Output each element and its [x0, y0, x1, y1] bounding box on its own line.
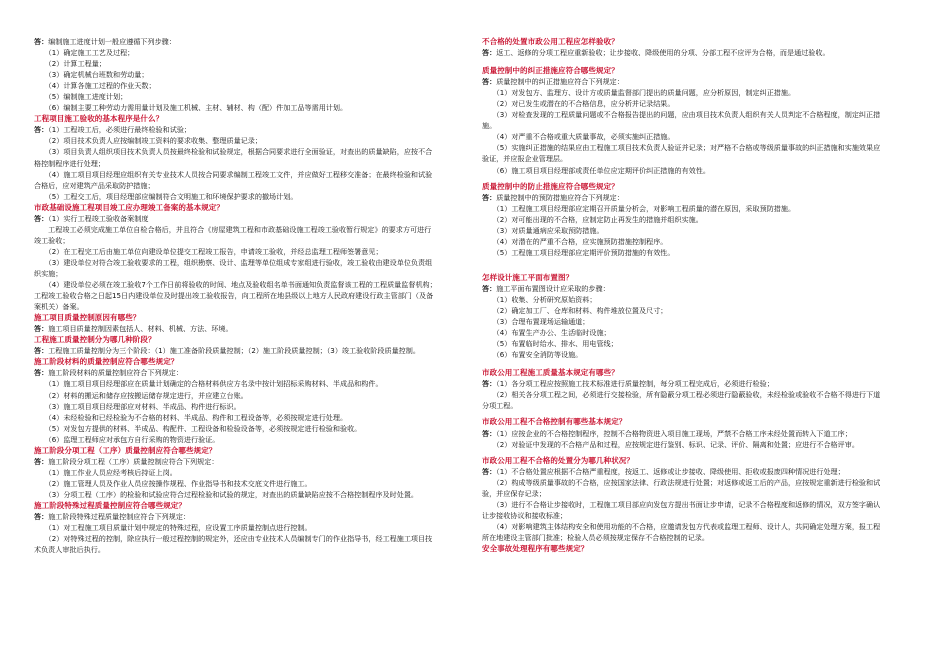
list-item: （4）建设单位必须在竣工验收7个工作日前将验收的时间、地点及验收组名单书面通知负责监督该工程的工程质量监督机构；工程竣工验收合格之日起15日内建设单位及时提出竣工验收报告，向工程所在地县级以上地方人民政府建设行政主管部门（及备案机关）备案。	[34, 280, 437, 312]
list-item: （4）计算各施工过程的作业天数；	[34, 81, 156, 91]
answer-text: 质量控制中的纠正措施应符合下列规定：	[496, 77, 624, 87]
list-item: （1）确定施工工艺及过程；	[34, 48, 135, 58]
answer-paragraph	[34, 213, 438, 224]
answer-paragraph	[34, 323, 438, 334]
list-item: （3）分项工程（工序）的检验和试验应符合过程检验和试验的规定，对查出的质量缺陷应按不合格控制程序及时处置。	[34, 489, 419, 499]
question-heading: 质量控制中的防止措施应符合哪些规定？	[482, 181, 619, 191]
question-heading: 安全事故处理程序有哪些规定？	[482, 543, 589, 553]
list-item: （6）施工项目项目经理部或责任单位应定期评价纠正措施的有效性。	[482, 165, 710, 175]
spacer	[482, 58, 887, 65]
list-item: （5）工程交工后，项目经理部应编制符合文明施工和环境保护要求的撤场计划。	[34, 191, 298, 201]
answer-label: 答：	[482, 379, 497, 389]
question-heading: 施工阶段分项工程（工序）质量控制应符合哪些规定？	[34, 445, 217, 455]
answer-text: 工程施工质量控制分为三个阶段：（1）施工准备阶段质量控制；（2）施工阶段质量控制；（3）竣工验收阶段质量控制。	[48, 346, 420, 356]
answer-paragraph	[482, 283, 887, 294]
answer-paragraph	[34, 36, 438, 47]
question-heading: 工程项目施工验收的基本程序是什么？	[34, 114, 164, 124]
answer-text: 质量控制中的预防措施应符合下列规定：	[496, 192, 624, 202]
list-item: （2）计算工程量；	[34, 59, 106, 69]
answer-text: 施工阶段分项工程（工序）质量控制应符合下列规定：	[48, 456, 219, 466]
spacer	[482, 258, 887, 265]
answer-paragraph	[482, 378, 887, 389]
list-item: （2）对特殊过程的控制，除应执行一般过程控制的规定外，还应由专业技术人员编制专门的作业指导书，经工程施工项目技术负责人审批后执行。	[34, 534, 433, 555]
list-item: （2）对已发生或潜在的不合格信息，应分析并记录结果。	[482, 99, 675, 109]
answer-text: （1）工程竣工后，必须进行最终检验和试验；	[48, 125, 192, 135]
right-column	[482, 36, 887, 554]
list-item: （3）施工项目项目经理部应对材料、半成品、构件进行标识。	[34, 401, 241, 411]
answer-text: （1）各分项工程应按照施工技术标准进行质量控制，每分项工程完成后，必须进行检验；	[496, 379, 774, 389]
list-item: （5）布置临时给水、排水、用电管线；	[482, 339, 618, 349]
answer-paragraph	[34, 345, 438, 356]
answer-paragraph	[482, 192, 887, 203]
list-item: （1）施工项目项目经理部应在质量计划确定的合格材料供应方名录中按计划招标采购材料、半成品和构件。	[34, 379, 383, 389]
list-item: （6）监理工程师应对承包方自行采购的物资进行验证。	[34, 434, 220, 444]
answer-label: 答：	[34, 37, 49, 46]
list-item: （3）确定机械台班数和劳动量；	[34, 70, 149, 80]
list-item: （6）编制主要工种劳动力需用量计划及施工机械、主材、辅材、构（配）件加工品等需用计划。	[34, 103, 348, 113]
list-item: （4）未经检验和已经检验为不合格的材料、半成品、构件和工程设备等，必须按规定进行处理。	[34, 412, 348, 422]
list-item: （3）建设单位对符合竣工验收要求的工程，组织勘察、设计、监理等单位组成专家组进行验收，竣工验收由建设单位负责组织实施；	[34, 257, 433, 278]
answer-label: 答：	[482, 466, 497, 476]
list-item: （4）对潜在的严重不合格，应实施预防措施控制程序。	[482, 236, 668, 246]
answer-label: 答：	[34, 324, 49, 334]
list-item: （2）确定加工厂、仓库和材料、构件堆放位置及尺寸；	[482, 306, 668, 316]
list-item: （2）构成等级质量事故的不合格，应按国家法律、行政法规进行处置；对返修或返工后的产品，应按规定重新进行检验和试验，并应保存记录；	[482, 477, 881, 498]
answer-paragraph	[34, 511, 438, 522]
list-item: （3）进行不合格让步接收时，工程施工项目部应向发包方提出书面让步申请，记录不合格程度和返修的情况，双方签字确认让步接收协议和接收标准；	[482, 499, 881, 520]
list-item: （2）材料的搬运和储存应按搬运储存规定进行，并应建立台账。	[34, 390, 248, 400]
question-heading: 施工阶段材料的质量控制应符合哪些规定？	[34, 357, 179, 367]
list-item: （5）编制施工进度计划；	[34, 92, 128, 102]
list-item: （4）布置生产办公、生活临时设施；	[482, 328, 611, 338]
answer-paragraph	[34, 124, 438, 135]
answer-text: 施工阶段特殊过程质量控制应符合下列规定：	[48, 512, 191, 522]
list-item: （3）对检查发现的工程质量问题或不合格报告提出的问题，应由项目技术负责人组织有关人员判定不合格程度，制定纠正措施。	[482, 110, 881, 131]
spacer	[482, 265, 887, 272]
answer-text: 施工阶段材料的质量控制应符合下列规定：	[48, 368, 183, 378]
answer-text: （1）应按企业的不合格控制程序，控制不合格物资进入项目施工现场，严禁不合格工序未经处置而转入下道工序；	[496, 428, 852, 438]
spacer	[482, 360, 887, 367]
list-item: （1）对工程施工项目质量计划中规定的特殊过程，应设置工序质量控制点进行控制。	[34, 523, 312, 533]
answer-paragraph	[482, 76, 887, 87]
question-heading: 工程施工质量控制分为哪几种阶段？	[34, 335, 156, 345]
list-item: （3）项目负责人组织项目技术负责人员按最终检验和试验规定，根据合同要求进行全面验证，对查出的质量缺陷，应按不合格控制程序进行处理；	[34, 147, 433, 168]
question-heading: 不合格的处置市政公用工程应怎样验收？	[482, 37, 619, 46]
answer-label: 答：	[482, 428, 497, 438]
answer-paragraph	[34, 367, 438, 378]
list-item: （2）项目技术负责人应按编制竣工资料的要求收集、整理质量记录；	[34, 136, 262, 146]
list-item: （4）对影响建筑主体结构安全和使用功能的不合格，应邀请发包方代表或监理工程师、设计人，共同确定处理方案，报工程所在地建设主管部门批准；检验人员必须按规定保存不合格控制的记录。	[482, 521, 881, 542]
answer-paragraph	[482, 466, 887, 477]
answer-paragraph	[34, 456, 438, 467]
answer-text: （1）实行工程竣工验收备案制度	[48, 213, 149, 223]
answer-label: 答：	[34, 456, 49, 466]
list-item: （2）施工管理人员及作业人员应按操作规程、作业指导书和技术交底文件进行施工。	[34, 478, 312, 488]
list-item: （1）对发包方、监理方、设计方或质量监督部门提出的质量问题，应分析原因，制定纠正措施。	[482, 88, 796, 98]
question-heading: 市政公用工程不合格的处置分为哪几种状况？	[482, 455, 634, 465]
question-heading: 市政公用工程施工质量基本规定有哪些？	[482, 368, 619, 378]
answer-text: 施工项目质量控制因素包括人、材料、机械、方法、环境。	[48, 324, 233, 334]
question-heading: 施工项目质量控制原因有哪些？	[34, 313, 141, 323]
list-item: （2）在工程完工后由施工单位向建设单位提交工程竣工报告，申请竣工验收，并经总监理工程师签署意见；	[34, 246, 383, 256]
question-heading: 质量控制中的纠正措施应符合哪些规定？	[482, 66, 619, 76]
question-heading: 怎样设计施工平面布置图？	[482, 272, 574, 282]
question-heading: 施工阶段特殊过程质量控制应符合哪些规定？	[34, 500, 186, 510]
answer-label: 答：	[482, 192, 497, 202]
list-item: （1）工程施工项目经理部应定期召开质量分析会，对影响工程质量的潜在原因，采取预防措施。	[482, 203, 796, 213]
list-item: （5）对发包方提供的材料、半成品、构配件、工程设备和检验设备等，必须按规定进行检验和验收。	[34, 423, 362, 433]
list-item: （6）布置安全消防等设施。	[482, 350, 583, 360]
answer-label: 答：	[34, 368, 49, 378]
answer-text: 编制施工进度计划一般应遵循下列步骤：	[48, 37, 176, 46]
list-item: （4）施工项目项目经理应组织有关专业技术人员按合同要求编制工程竣工文件，并应做好工程移交准备；在最终检验和试验合格后，应对建筑产品采取防护措施；	[34, 169, 433, 190]
question-heading: 市政基础设施工程项目竣工应办理竣工备案的基本规定？	[34, 202, 224, 212]
question-heading: 市政公用工程不合格控制有哪些基本规定？	[482, 417, 627, 427]
answer-paragraph	[482, 428, 887, 439]
list-item: （5）工程施工项目经理部应定期评价预防措施的有效性。	[482, 247, 675, 257]
list-item: （4）对严重不合格或重大质量事故，必须实施纠正措施。	[482, 132, 675, 142]
list-item: （2）对可能出现的不合格，应制定防止再发生的措施并组织实施。	[482, 214, 703, 224]
answer-label: 答：	[482, 48, 497, 58]
answer-text: （1）不合格处置应根据不合格严重程度，按返工、返修或让步接收、降级使用、拒收或报废四种情况进行处理；	[496, 466, 845, 476]
answer-text: 返工、返修的分项工程应重新验收；让步接收、降级使用的分项、分部工程不应评为合格，而是通过验收。	[496, 48, 830, 58]
list-item: 工程竣工必须完成施工单位自检合格后，并且符合《房屋建筑工程和市政基础设施工程竣工验收暂行规定》的要求方可进行竣工验收；	[34, 224, 432, 245]
list-item: （1）收集、分析研究原始资料；	[482, 294, 597, 304]
answer-label: 答：	[34, 512, 49, 522]
answer-paragraph	[482, 47, 887, 58]
left-column	[34, 36, 438, 555]
answer-text: 施工平面布置图设计应采取的步骤：	[496, 283, 610, 293]
answer-label: 答：	[482, 283, 497, 293]
list-item: （2）对验证中发现的不合格产品和过程，应按规定进行鉴别、标识、记录、评价、隔离和处置；应进行不合格评审。	[482, 439, 859, 449]
answer-label: 答：	[34, 125, 49, 135]
answer-label: 答：	[34, 213, 49, 223]
list-item: （1）施工作业人员应经考核后持证上岗。	[34, 467, 177, 477]
answer-label: 答：	[34, 346, 49, 356]
list-item: （5）实施纠正措施的结果应由工程施工项目技术负责人验证并记录；对严格不合格或等级质量事故的纠正措施和实施效果应验证，并应报企业管理层。	[482, 143, 881, 164]
answer-label: 答：	[482, 77, 497, 87]
list-item: （2）相关各分项工程之间，必须进行交接检验，所有隐蔽分项工程必须进行隐蔽验收，未经检验或验收不合格不得进行下道分项工程。	[482, 390, 881, 411]
list-item: （3）对质量通病应采取预防措施。	[482, 225, 604, 235]
list-item: （3）合理布置现场运输通道；	[482, 317, 590, 327]
